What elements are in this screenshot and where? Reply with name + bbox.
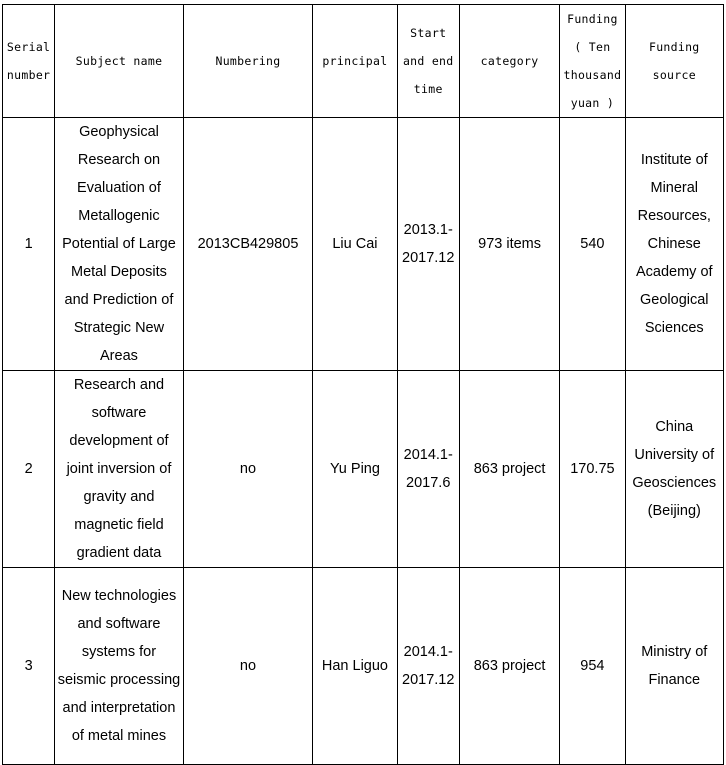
cell-source: Institute of Mineral Resources, Chinese Academy of Geological Sciences: [625, 118, 723, 371]
table-row: [3, 118, 724, 371]
cell-numbering: no: [183, 371, 313, 568]
cell-serial: 2: [3, 371, 55, 568]
cell-period: 2014.1-2017.12: [397, 568, 459, 765]
cell-numbering: no: [183, 568, 313, 765]
cell-numbering: 2013CB429805: [183, 118, 313, 371]
cell-category: 973 items: [459, 118, 559, 371]
cell-funding: 954: [560, 568, 625, 765]
cell-serial: 1: [3, 118, 55, 371]
table-row: [3, 568, 724, 765]
projects-table: [2, 4, 724, 765]
cell-subject: Research and software development of joint inversion of gravity and magnetic field gradient data: [55, 371, 184, 568]
header-start-end-time: Start and end time: [397, 5, 459, 118]
cell-principal: Han Liguo: [313, 568, 397, 765]
header-funding: Funding ( Ten thousand yuan ): [560, 5, 625, 118]
cell-period: 2013.1-2017.12: [397, 118, 459, 371]
header-numbering: Numbering: [183, 5, 313, 118]
table-body: [3, 118, 724, 765]
header-principal: principal: [313, 5, 397, 118]
cell-source: Ministry of Finance: [625, 568, 723, 765]
cell-category: 863 project: [459, 568, 559, 765]
cell-period: 2014.1-2017.6: [397, 371, 459, 568]
header-funding-source: Funding source: [625, 5, 723, 118]
cell-funding: 170.75: [560, 371, 625, 568]
cell-principal: Yu Ping: [313, 371, 397, 568]
cell-source: China University of Geosciences (Beijing): [625, 371, 723, 568]
cell-funding: 540: [560, 118, 625, 371]
header-serial-number: Serial number: [3, 5, 55, 118]
header-subject-name: Subject name: [55, 5, 184, 118]
header-category: category: [459, 5, 559, 118]
cell-serial: 3: [3, 568, 55, 765]
cell-subject: New technologies and software systems for seismic processing and interpretation of metal mines: [55, 568, 184, 765]
cell-principal: Liu Cai: [313, 118, 397, 371]
table-header: [3, 5, 724, 118]
table-row: [3, 371, 724, 568]
cell-subject: Geophysical Research on Evaluation of Metallogenic Potential of Large Metal Deposits and Prediction of Strategic New Areas: [55, 118, 184, 371]
header-row: [3, 5, 724, 118]
cell-category: 863 project: [459, 371, 559, 568]
